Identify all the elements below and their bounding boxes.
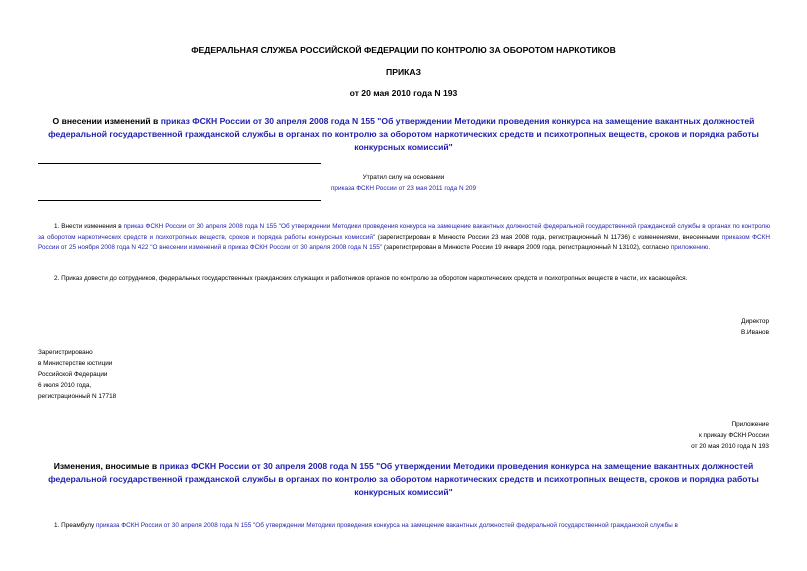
invalid-line: Утратил силу на основании — [362, 174, 445, 181]
order-date: от 20 мая 2010 года N 193 — [349, 88, 458, 98]
p1-text-a: 1. Внести изменения в — [54, 223, 124, 230]
changes-heading — [40, 460, 767, 499]
last-link[interactable]: приказа ФСКН России от 30 апреля 2008 года N 155 "Об утверждении Методики проведения конкурса на замещение вакантных должностей федеральной государственной гражданской службы в — [95, 522, 678, 529]
p1-text-d: . — [708, 244, 711, 252]
subject-prefix: О внесении изменений в — [52, 116, 161, 126]
reg-line: регистрационный N 17718 — [38, 393, 117, 400]
registration-block — [38, 347, 116, 402]
reg-line: в Министерстве юстиции — [38, 360, 113, 367]
divider-top — [38, 163, 321, 164]
appendix-note — [691, 419, 769, 452]
p1-text-c: (зарегистрирован в Минюсте России 19 января 2009 года, регистрационный N 13102), согласно — [382, 244, 671, 252]
p1-link-appendix[interactable]: приложению — [670, 244, 709, 252]
p1-link-order-155[interactable]: приказ ФСКН России от 30 апреля 2008 года N 155 "Об утверждении Методики проведения конкурса на замещение вакантных должностей федеральной государственной гражданской службы в органах по контролю за оборотом наркотических средств и психотропных веществ, сроков и порядка работы конкурсных комиссий" — [38, 223, 771, 241]
p1-link-order-422[interactable]: приказом ФСКН России от 25 ноября 2008 года N 422 "О внесении изменений в приказ ФСКН России от 30 апреля 2008 года N 155" — [38, 233, 770, 252]
appendix-line: к приказу ФСКН России — [698, 432, 769, 439]
invalidity-note — [322, 173, 485, 194]
signature-block — [741, 316, 769, 338]
last-text-a: 1. Преамбулу — [54, 522, 96, 529]
appendix-line: Приложение — [731, 421, 769, 428]
paragraph-1 — [38, 222, 770, 254]
p1-text-b: (зарегистрирован в Минюсте России 23 мая 2008 года, регистрационный N 11736) с изменениями, внесенными — [375, 233, 722, 241]
paragraph-preamble — [38, 521, 770, 532]
reg-line: 6 июля 2010 года, — [38, 382, 92, 389]
agency-heading: ФЕДЕРАЛЬНАЯ СЛУЖБА РОССИЙСКОЙ ФЕДЕРАЦИИ ПО КОНТРОЛЮ ЗА ОБОРОТОМ НАРКОТИКОВ — [191, 45, 616, 55]
divider-bottom — [38, 200, 321, 201]
invalid-link[interactable]: приказа ФСКН России от 23 мая 2011 года N 209 — [330, 184, 477, 192]
subject-link[interactable]: приказ ФСКН России от 30 апреля 2008 года N 155 "Об утверждении Методики проведения конкурса на замещение вакантных должностей федеральной государственной гражданской службы в органах по контролю за оборотом наркотических средств и психотропных веществ, сроков и порядка работы конкурсных комиссий" — [48, 116, 759, 152]
signer-title: Директор — [741, 318, 769, 325]
changes-prefix: Изменения, вносимые в — [53, 461, 160, 471]
paragraph-2: 2. Приказ довести до сотрудников, федеральных государственных гражданских служащих и работников органов по контролю за оборотом наркотических средств и психотропных веществ в части, их касающейся. — [54, 275, 688, 282]
reg-line: Зарегистрировано — [38, 349, 93, 356]
order-subject — [40, 115, 767, 154]
reg-line: Российской Федерации — [38, 371, 108, 378]
appendix-line: от 20 мая 2010 года N 193 — [691, 443, 769, 450]
changes-link[interactable]: приказ ФСКН России от 30 апреля 2008 года N 155 "Об утверждении Методики проведения конкурса на замещение вакантных должностей федеральной государственной гражданской службы в органах по контролю за оборотом наркотических средств и психотропных веществ, сроков и порядка работы конкурсных комиссий" — [48, 461, 759, 497]
signer-name: В.Иванов — [741, 329, 769, 336]
order-type: ПРИКАЗ — [386, 67, 421, 77]
